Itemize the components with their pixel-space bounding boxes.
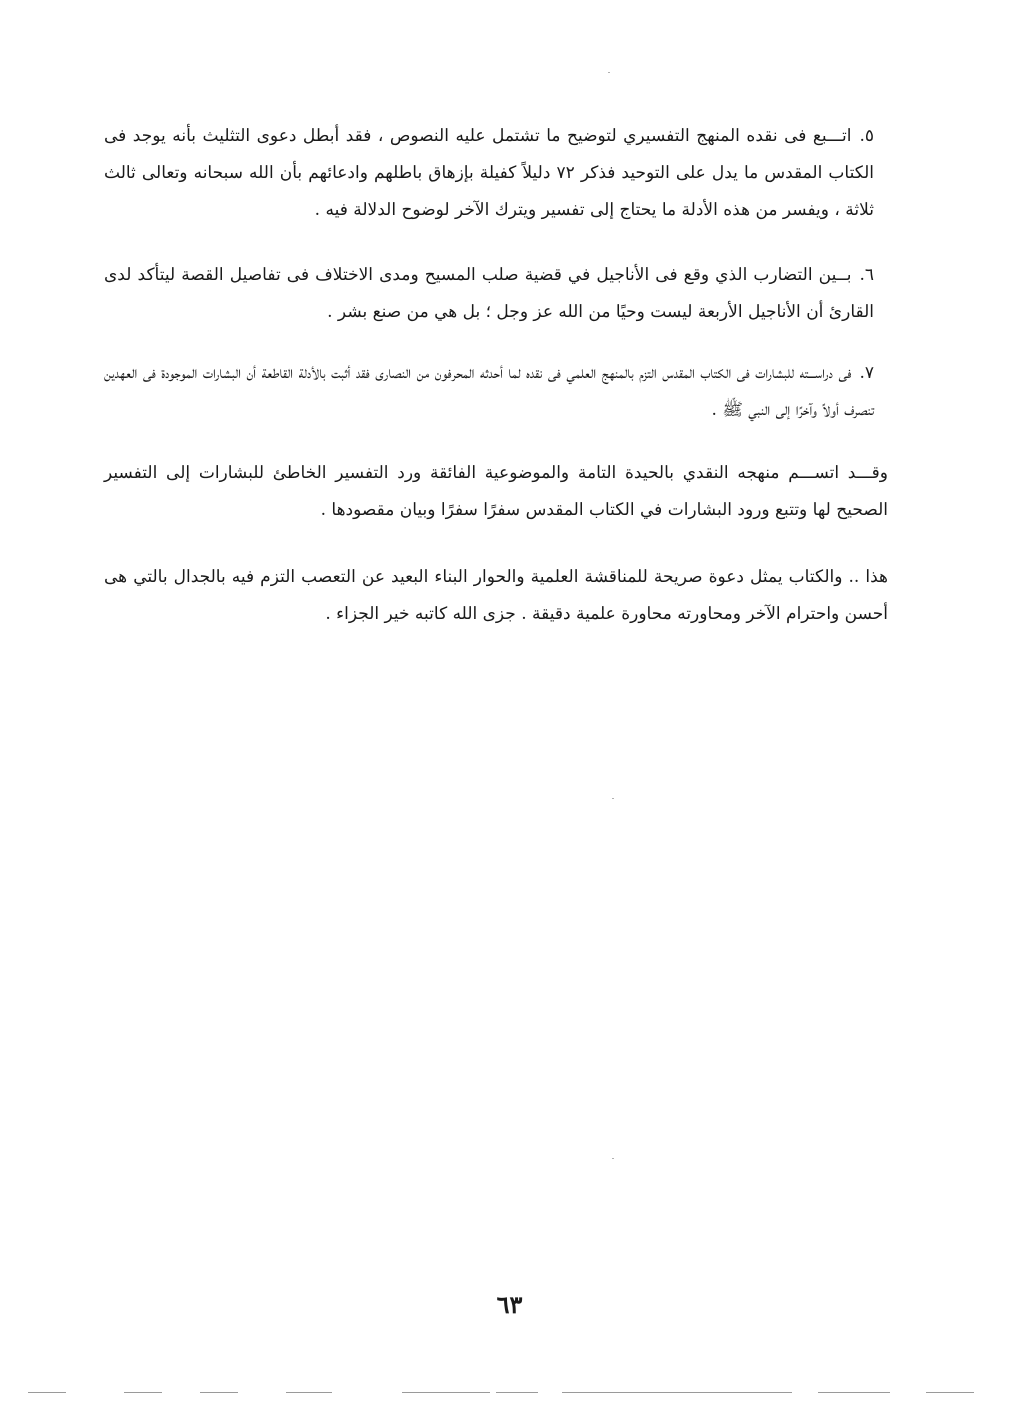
paragraph-number: ٦. — [859, 265, 874, 285]
document-body — [104, 118, 888, 633]
scan-speck — [612, 798, 614, 799]
numbered-paragraph — [104, 257, 888, 331]
footer-rule — [818, 1392, 890, 1393]
paragraph-text: هذا .. والكتاب يمثل دعوة صريحة للمناقشة العلمية والحوار البناء البعيد عن التعصب التزم فيه بالجدال بالتي هى أحسن واحترام الآخر ومحاورته محاورة علمية دقيقة . جزى الله كاتبه خير الجزاء . — [104, 567, 888, 624]
footer-rule — [28, 1392, 66, 1393]
footer-rule — [286, 1392, 332, 1393]
footer-rule — [926, 1392, 974, 1393]
paragraph-text: اتـــبع فى نقده المنهج التفسيري لتوضيح ما تشتمل عليه النصوص ، فقد أبطل دعوى التثليث بأنه يوجد فى الكتاب المقدس ما يدل على التوحيد فذكر ٧٢ دليلاً كفيلة بإزهاق باطلهم وادعائهم بأن الله سبحانه وتعالى ثالث ثلاثة ، ويفسر من هذه الأدلة ما يحتاج إلى تفسير ويترك الآخر لوضوح الدلالة فيه . — [104, 126, 874, 220]
footer-rule — [622, 1392, 792, 1393]
body-paragraph — [104, 455, 888, 529]
paragraph-number: ٥. — [859, 126, 874, 146]
body-paragraph — [104, 559, 888, 633]
footer-rule — [496, 1392, 538, 1393]
paragraph-text: فى دراســـته للبشارات فى الكتاب المقدس التزم بالمنهج العلمي فى نقده لما أحدثه المحرفون من النصارى فقد أثبت بالأدلة القاطعة أن البشارات الموجودة فى العهدين تنصرف أولاً وآخرًا إلى النبي ﷺ . — [104, 363, 874, 420]
paragraph-number: ٧. — [859, 363, 874, 383]
page-number: ٦٣ — [496, 1290, 523, 1319]
footer-rule — [562, 1392, 622, 1393]
numbered-paragraph — [104, 118, 888, 229]
paragraph-text: وقـــد اتســـم منهجه النقدي بالحيدة التامة والموضوعية الفائقة ورد التفسير الخاطئ للبشارات إلى التفسير الصحيح لها وتتبع ورود البشارات في الكتاب المقدس سفرًا سفرًا وبيان مقصودها . — [104, 463, 888, 520]
footer-rule — [200, 1392, 238, 1393]
paragraph-text: بــين التضارب الذي وقع فى الأناجيل في قضية صلب المسيح ومدى الاختلاف فى تفاصيل القصة ليتأكد لدى القارئ أن الأناجيل الأربعة ليست وحيًا من الله عز وجل ؛ بل هي من صنع بشر . — [104, 265, 874, 322]
scan-speck — [612, 1158, 614, 1159]
numbered-paragraph — [104, 355, 888, 429]
scan-speck — [608, 72, 610, 73]
footer-rule — [124, 1392, 162, 1393]
footer-rule — [402, 1392, 490, 1393]
